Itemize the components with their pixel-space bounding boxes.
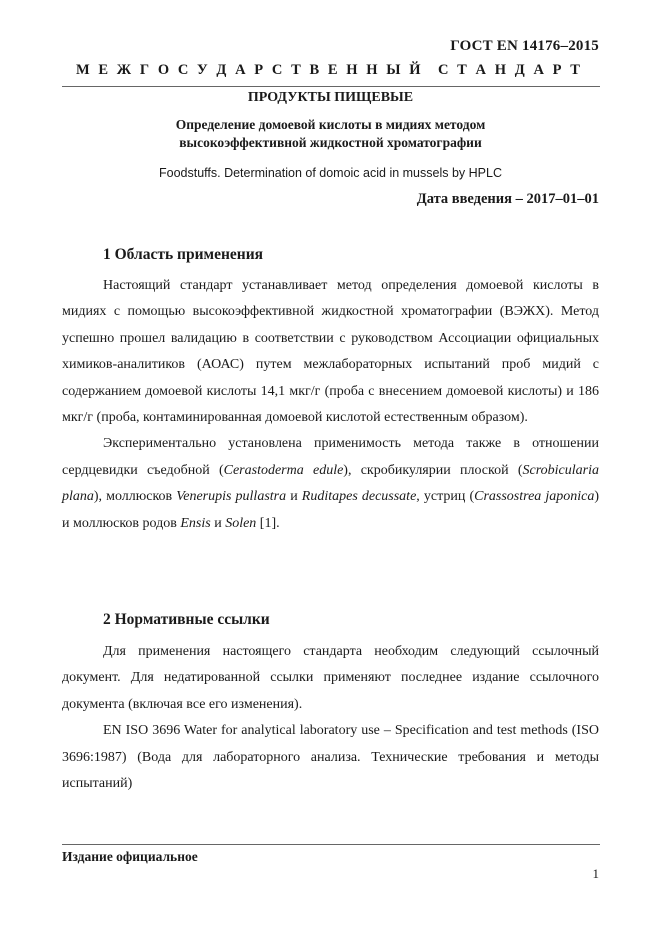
- standard-type-letter: В: [309, 62, 320, 78]
- standard-type-letter: Е: [327, 62, 338, 78]
- standard-type-letter: Т: [570, 62, 580, 78]
- page-number: 1: [592, 866, 599, 881]
- standard-type-letter: О: [157, 62, 170, 78]
- product-title: ПРОДУКТЫ ПИЩЕВЫЕ: [247, 90, 414, 105]
- standard-type-letter: Н: [494, 62, 507, 78]
- standard-type-letter: Д: [514, 62, 525, 78]
- paragraph: Экспериментально установлена применимость метода также в отношении сердцевидки съедобной (Cerastoderma edule), скробикулярии плоской (Scrobicularia plana), моллюсков Venerupis pullastra и Ruditapes decussate, устриц (Crassostrea japonica) и моллюсков родов Ensis и Solen [1].: [62, 436, 600, 531]
- paragraph: Настоящий стандарт устанавливает метод определения домоевой кислоты в мидиях с помощью высокоэффективной жидкостной хроматографии (ВЭЖХ). Метод успешно прошел валидацию в соответствии с руководством Ассоциации официальных химиков-аналитиков (АОАС) путем межлабораторных испытаний проб мидий с содержанием домоевой кислоты 14,1 мкг/г (проба с внесением домоевой кислоты) и 186 мкг/г (проба, контаминированная домоевой кислотой естественным образом).: [62, 278, 599, 426]
- standard-type-letter: Т: [291, 62, 301, 78]
- standard-type-title: [76, 62, 580, 79]
- species-name: Venerupis pullastra: [176, 489, 287, 505]
- species-name: Ruditapes decussate: [301, 489, 417, 505]
- standard-type-letter: А: [475, 62, 487, 78]
- standard-type-letter: У: [197, 62, 208, 78]
- standard-type-letter: С: [271, 62, 283, 78]
- standard-type-letter: А: [235, 62, 246, 78]
- paragraph: Для применения настоящего стандарта необходим следующий ссылочный документ. Для недатированной ссылки применяют последнее издание ссылочного документа (включая все его изменения).: [62, 644, 599, 712]
- standard-type-letter: Ы: [386, 62, 401, 78]
- standard-type-letter: Ж: [116, 62, 132, 78]
- species-name: Scrobicularia plana: [62, 462, 599, 505]
- edition-label: Издание официальное: [62, 849, 198, 864]
- standard-type-letter: А: [533, 62, 544, 78]
- standard-type-letter: Е: [98, 62, 109, 78]
- genus-name: Ensis: [180, 515, 211, 531]
- standard-type-letter: Г: [139, 62, 150, 78]
- section-heading-normative-references: 2 Нормативные ссылки: [103, 611, 270, 628]
- section-body-scope: [62, 273, 599, 537]
- standard-type-letter: Т: [457, 62, 467, 78]
- genus-name: Solen: [225, 515, 257, 531]
- standard-type-letter: М: [76, 62, 90, 78]
- method-title-line: высокоэффективной жидкостной хроматографии: [179, 135, 482, 150]
- header-divider: [62, 86, 600, 87]
- section-body-normative-references: [62, 639, 599, 797]
- standard-type-letter: С: [177, 62, 189, 78]
- introduction-date: Дата введения – 2017–01–01: [416, 191, 599, 207]
- species-name: Cerastoderma edule: [223, 462, 344, 478]
- method-title: [0, 116, 661, 152]
- standard-type-letter: Н: [346, 62, 358, 78]
- standard-type-letter: Д: [216, 62, 227, 78]
- method-title-line: Определение домоевой кислоты в мидиях методом: [175, 117, 486, 132]
- standard-type-letter: Р: [254, 62, 264, 78]
- section-heading-scope: 1 Область применения: [103, 246, 264, 263]
- species-name: Crassostrea japonica: [474, 489, 595, 505]
- standard-type-letter: Р: [552, 62, 562, 78]
- standard-type-letter: Н: [366, 62, 378, 78]
- english-title: Foodstuffs. Determination of domoic acid in mussels by HPLC: [159, 166, 502, 180]
- footer-divider: [62, 844, 600, 845]
- gost-number: ГОСТ EN 14176–2015: [450, 38, 599, 54]
- standard-type-letter: Й: [409, 62, 421, 78]
- standard-type-letter: С: [437, 62, 449, 78]
- paragraph: EN ISO 3696 Water for analytical laboratory use – Specification and test methods (ISO 3696:1987) (Вода для лабораторного анализа. Технические требования и методы испытаний): [62, 723, 599, 792]
